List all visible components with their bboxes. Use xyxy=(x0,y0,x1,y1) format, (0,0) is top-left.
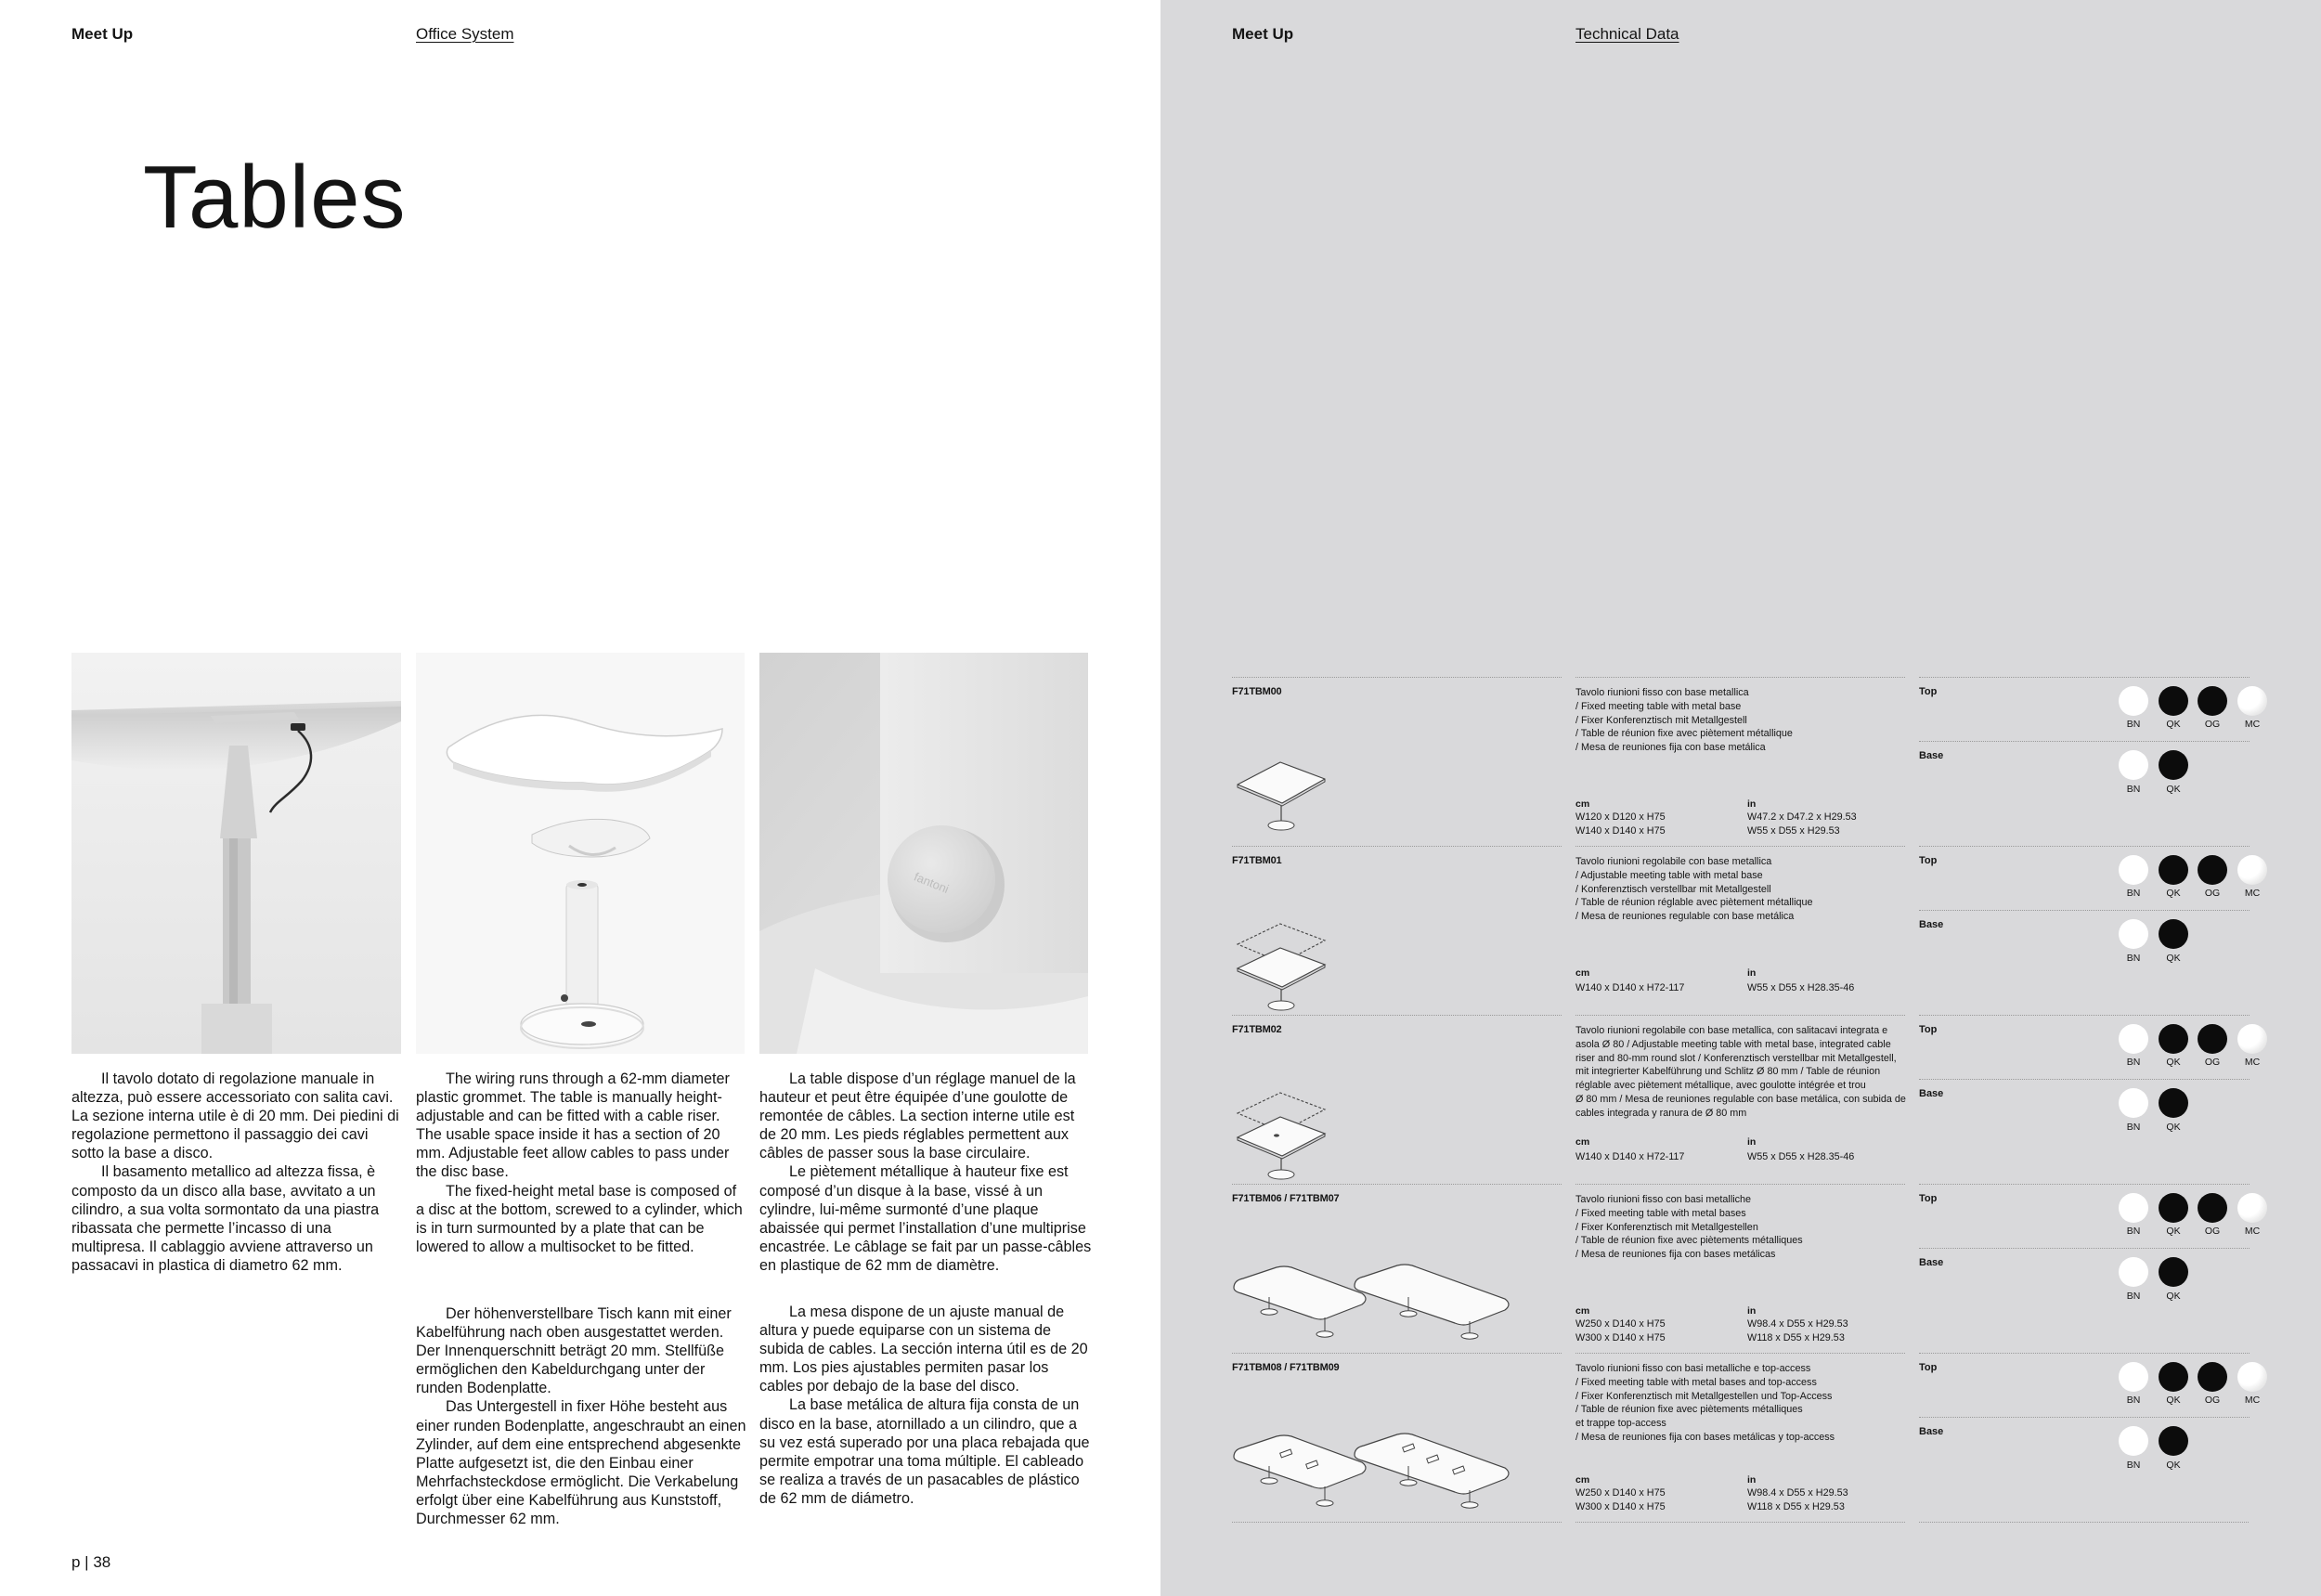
dimension-in: W55 x D55 x H29.53 xyxy=(1747,825,1840,837)
product-code: F71TBM00 xyxy=(1232,686,1282,697)
finish-divider xyxy=(1919,910,2250,911)
finish-swatch[interactable] xyxy=(2159,1024,2188,1054)
left-brand-label: Meet Up xyxy=(71,25,134,43)
finish-swatch[interactable] xyxy=(2237,1024,2267,1054)
product-code: F71TBM06 / F71TBM07 xyxy=(1232,1193,1340,1204)
finish-code: QK xyxy=(2166,1291,2181,1302)
finish-code: BN xyxy=(2126,784,2141,795)
dimension-in: W55 x D55 x H28.35-46 xyxy=(1747,982,1855,993)
finish-swatch[interactable] xyxy=(2237,855,2267,885)
finish-swatch[interactable] xyxy=(2119,686,2148,716)
description-line: Ø 80 mm / Mesa de reuniones regulable con base metálica, con subida de xyxy=(1575,1093,1906,1105)
description-line: asola Ø 80 / Adjustable meeting table with metal base, integrated cable xyxy=(1575,1038,1891,1050)
product-section xyxy=(1232,1184,2261,1353)
product-section xyxy=(1232,677,2261,846)
section-divider xyxy=(1232,1353,1562,1354)
product-section xyxy=(1232,1353,2261,1522)
description-line: / Fixer Konferenztisch mit Metallgestellen xyxy=(1575,1221,1758,1233)
finish-swatch[interactable] xyxy=(2119,1426,2148,1456)
finish-code: QK xyxy=(2166,1395,2181,1406)
finish-code: MC xyxy=(2244,719,2261,730)
product-code: F71TBM02 xyxy=(1232,1024,1282,1035)
finish-code: QK xyxy=(2166,1226,2181,1237)
finish-swatch[interactable] xyxy=(2198,855,2227,885)
description-line: / Mesa de reuniones fija con base metálica xyxy=(1575,742,1766,754)
product-section xyxy=(1232,1015,2261,1184)
finish-swatch[interactable] xyxy=(2198,1193,2227,1223)
finish-swatch[interactable] xyxy=(2159,686,2188,716)
finish-swatch[interactable] xyxy=(2237,686,2267,716)
finish-swatch[interactable] xyxy=(2159,750,2188,780)
paragraph-de-1: Der höhenverstellbare Tisch kann mit einer Kabelführung nach oben ausgestattet werden. Der Innenquerschnitt beträgt 20 mm. Stellfüße ermöglichen den Kabeldurchgang unter der runden Bodenplatte. xyxy=(416,1305,732,1397)
finish-code: QK xyxy=(2166,784,2181,795)
cm-label: cm xyxy=(1575,967,1590,979)
section-divider xyxy=(1232,1522,1562,1523)
description-line: Tavolo riunioni fisso con base metallica xyxy=(1575,687,1749,698)
finish-code: BN xyxy=(2126,1122,2141,1133)
description-line: Tavolo riunioni fisso con basi metalliche e top-access xyxy=(1575,1363,1811,1374)
finish-swatch[interactable] xyxy=(2159,855,2188,885)
finish-swatch[interactable] xyxy=(2119,1362,2148,1392)
top-finish-label: Top xyxy=(1919,855,1938,866)
page-number: p | 38 xyxy=(71,1553,111,1571)
finish-swatch[interactable] xyxy=(2198,686,2227,716)
in-label: in xyxy=(1747,967,1757,979)
section-divider xyxy=(1575,846,1905,847)
finish-code: OG xyxy=(2204,1057,2221,1068)
office-system-link[interactable]: Office System xyxy=(416,25,514,43)
finish-code: BN xyxy=(2126,1460,2141,1471)
section-divider xyxy=(1919,846,2250,847)
right-brand-label: Meet Up xyxy=(1232,25,1294,43)
finish-divider xyxy=(1919,741,2250,742)
finish-code: MC xyxy=(2244,1395,2261,1406)
cm-label: cm xyxy=(1575,1136,1590,1148)
description-line: / Fixer Konferenztisch mit Metallgestellen und Top-Access xyxy=(1575,1390,1833,1402)
description-line: / Table de réunion réglable avec piètement métallique xyxy=(1575,897,1813,909)
finish-code: QK xyxy=(2166,1122,2181,1133)
table-illustration xyxy=(1232,753,1343,841)
base-finish-label: Base xyxy=(1919,1088,1944,1099)
dimension-in: W98.4 x D55 x H29.53 xyxy=(1747,1487,1848,1499)
section-divider xyxy=(1232,1184,1562,1185)
cm-label: cm xyxy=(1575,798,1590,810)
description-line: / Konferenztisch verstellbar mit Metallgestell xyxy=(1575,883,1771,895)
in-label: in xyxy=(1747,798,1757,810)
table-illustration xyxy=(1232,1091,1343,1188)
description-line: / Fixed meeting table with metal bases xyxy=(1575,1207,1746,1219)
base-finish-label: Base xyxy=(1919,750,1944,761)
product-code: F71TBM01 xyxy=(1232,855,1282,866)
description-line: cables integrada y ranura de Ø 80 mm xyxy=(1575,1107,1747,1119)
section-divider xyxy=(1575,1015,1905,1016)
section-divider xyxy=(1232,846,1562,847)
finish-code: QK xyxy=(2166,1460,2181,1471)
dimension-cm: W140 x D140 x H72-117 xyxy=(1575,982,1685,993)
finish-swatch[interactable] xyxy=(2159,1426,2188,1456)
section-divider xyxy=(1575,1522,1905,1523)
description-line: Tavolo riunioni fisso con basi metalliche xyxy=(1575,1194,1752,1205)
finish-swatch[interactable] xyxy=(2119,750,2148,780)
description-line: / Fixed meeting table with metal bases and top-access xyxy=(1575,1376,1817,1388)
description-line: réglable avec piètement métallique, avec goulotte intégrée et trou xyxy=(1575,1080,1866,1092)
product-description xyxy=(1575,1193,1910,1262)
description-line: riser and 80-mm round slot / Konferenztisch verstellbar mit Metallgestell, xyxy=(1575,1052,1897,1064)
finish-code: OG xyxy=(2204,1226,2221,1237)
paragraph-it-1: Il tavolo dotato di regolazione manuale in altezza, può essere accessoriato con salita cavi. La sezione interna utile è di 20 mm. Dei piedini di regolazione permettono il passaggio dei cavi sotto la base a disco. xyxy=(71,1070,399,1162)
top-finish-label: Top xyxy=(1919,1193,1938,1204)
finish-swatch[interactable] xyxy=(2237,1193,2267,1223)
paragraph-de-2: Das Untergestell in fixer Höhe besteht aus einer runden Bodenplatte, angeschraubt an einen Zylinder, auf dem eine entsprechend abgesenkte Platte aufgesetzt ist, die den Einbau einer Mehrfachsteckdose ermöglicht. Die Verkabelung erfolgt über eine Kabelführung aus Kunststoff, Durchmesser 62 mm. xyxy=(416,1398,746,1528)
product-description xyxy=(1575,1362,1910,1445)
base-finish-label: Base xyxy=(1919,1426,1944,1437)
finish-code: OG xyxy=(2204,719,2221,730)
dimension-in: W118 x D55 x H29.53 xyxy=(1747,1501,1845,1512)
finish-swatch[interactable] xyxy=(2119,1088,2148,1118)
finish-divider xyxy=(1919,1248,2250,1249)
finish-divider xyxy=(1919,1417,2250,1418)
finish-swatch[interactable] xyxy=(2159,1193,2188,1223)
section-divider xyxy=(1575,1353,1905,1354)
paragraph-it-2: Il basamento metallico ad altezza fissa, è composto da un disco alla base, avvitato a un cilindro, a sua volta sormontato da una piastra ribassata che permette l’incasso di una multipresa. Il cablaggio avviene attraverso un passacavi in plastica di diametro 62 mm. xyxy=(71,1163,380,1274)
product-description xyxy=(1575,855,1910,924)
cm-label: cm xyxy=(1575,1305,1590,1317)
dimension-in: W47.2 x D47.2 x H29.53 xyxy=(1747,811,1857,823)
dimension-cm: W120 x D120 x H75 xyxy=(1575,811,1666,823)
description-line: / Mesa de reuniones regulable con base metálica xyxy=(1575,911,1795,923)
paragraph-fr-2: Le piètement métallique à hauteur fixe est composé d’un disque à la base, vissé à un cylindre, lui-même surmonté d’une plaque abaissée qui permet l’installation d’une multiprise encastrée. Le câblage se fait par un passe-câbles en plastique de 62 mm de diamètre. xyxy=(759,1163,1092,1274)
finish-code: OG xyxy=(2204,888,2221,899)
finish-code: MC xyxy=(2244,1057,2261,1068)
table-illustration xyxy=(1232,1260,1511,1357)
section-divider xyxy=(1232,1015,1562,1016)
finish-code: MC xyxy=(2244,888,2261,899)
description-line: / Fixed meeting table with metal base xyxy=(1575,700,1742,712)
section-divider xyxy=(1919,677,2250,678)
finish-code: BN xyxy=(2126,719,2141,730)
text-column-english xyxy=(416,1070,748,1256)
description-line: / Table de réunion fixe avec piètements métalliques xyxy=(1575,1235,1803,1247)
paragraph-es-1: La mesa dispone de un ajuste manual de altura y puede equiparse con un sistema de subida de cables. La sección interna útil es de 20 mm. Los pies ajustables permiten pasar los cables por debajo de la base del disco. xyxy=(759,1304,1088,1395)
dimension-cm: W140 x D140 x H72-117 xyxy=(1575,1151,1685,1162)
finish-code: MC xyxy=(2244,1226,2261,1237)
photo-exploded-table xyxy=(416,653,745,1054)
paragraph-en-1: The wiring runs through a 62-mm diameter plastic grommet. The table is manually height-adjustable and can be fitted with a cable riser. The usable space inside it has a section of 20 mm. Adjustable feet allow cables to pass under the disc base. xyxy=(416,1070,730,1181)
finish-code: QK xyxy=(2166,719,2181,730)
photo-table-underside xyxy=(71,653,401,1054)
cm-label: cm xyxy=(1575,1474,1590,1486)
finish-swatch[interactable] xyxy=(2119,855,2148,885)
finish-code: QK xyxy=(2166,1057,2181,1068)
finish-swatch[interactable] xyxy=(2119,1257,2148,1287)
in-label: in xyxy=(1747,1305,1757,1317)
description-line: / Table de réunion fixe avec piètement métallique xyxy=(1575,728,1793,740)
section-divider xyxy=(1575,677,1905,678)
finish-swatch[interactable] xyxy=(2159,1257,2188,1287)
section-divider xyxy=(1919,1015,2250,1016)
description-line: / Mesa de reuniones fija con bases metálicas y top-access xyxy=(1575,1431,1835,1443)
photo-base-detail xyxy=(759,653,1088,1054)
description-line: mit integrierter Kabelführung und Schlitz Ø 80 mm / Table de réunion xyxy=(1575,1066,1881,1078)
finish-code: BN xyxy=(2126,953,2141,964)
in-label: in xyxy=(1747,1136,1757,1148)
finish-code: BN xyxy=(2126,1395,2141,1406)
text-column-spanish xyxy=(759,1303,1092,1508)
top-finish-label: Top xyxy=(1919,686,1938,697)
finish-code: BN xyxy=(2126,1291,2141,1302)
text-column-italian xyxy=(71,1070,404,1275)
finish-swatch[interactable] xyxy=(2119,1193,2148,1223)
paragraph-en-2: The fixed-height metal base is composed of a disc at the bottom, screwed to a cylinder, which is in turn surmounted by a plate that can be lowered to allow a multisocket to be fitted. xyxy=(416,1182,743,1255)
table-illustration xyxy=(1232,922,1343,1019)
technical-data-link[interactable]: Technical Data xyxy=(1575,25,1679,43)
finish-divider xyxy=(1919,1079,2250,1080)
in-label: in xyxy=(1747,1474,1757,1486)
finish-swatch[interactable] xyxy=(2237,1362,2267,1392)
finish-swatch[interactable] xyxy=(2159,919,2188,949)
top-finish-label: Top xyxy=(1919,1024,1938,1035)
section-divider xyxy=(1575,1184,1905,1185)
description-line: / Table de réunion fixe avec piètements métalliques xyxy=(1575,1404,1803,1416)
paragraph-fr-1: La table dispose d’un réglage manuel de la hauteur et peut être équipée d’une goulotte de remontée de câbles. La section interne utile est de 20 mm. Les pieds réglables permettent aux câbles de passer sous la base circulaire. xyxy=(759,1070,1076,1162)
base-finish-label: Base xyxy=(1919,919,1944,930)
section-divider xyxy=(1919,1522,2249,1523)
finish-code: BN xyxy=(2126,1226,2141,1237)
section-divider xyxy=(1232,677,1562,678)
description-line: Tavolo riunioni regolabile con base metallica, con salitacavi integrata e xyxy=(1575,1025,1888,1036)
description-line: / Fixer Konferenztisch mit Metallgestell xyxy=(1575,714,1747,726)
product-code: F71TBM08 / F71TBM09 xyxy=(1232,1362,1340,1373)
text-column-french xyxy=(759,1070,1092,1275)
finish-swatch[interactable] xyxy=(2119,1024,2148,1054)
finish-swatch[interactable] xyxy=(2159,1362,2188,1392)
finish-code: BN xyxy=(2126,888,2141,899)
finish-code: QK xyxy=(2166,953,2181,964)
finish-code: BN xyxy=(2126,1057,2141,1068)
finish-swatch[interactable] xyxy=(2198,1362,2227,1392)
paragraph-es-2: La base metálica de altura fija consta de un disco en la base, atornillado a un cilindro, que a su vez está superado por una placa rebajada que permite empotrar una toma múltiple. El cableado se realiza a través de un pasacables de plástico de 62 mm de diámetro. xyxy=(759,1396,1090,1507)
description-line: et trappe top-access xyxy=(1575,1418,1666,1430)
table-illustration xyxy=(1232,1429,1511,1526)
page-title: Tables xyxy=(143,148,407,247)
top-finish-label: Top xyxy=(1919,1362,1938,1373)
dimension-cm: W140 x D140 x H75 xyxy=(1575,825,1666,837)
dimension-in: W118 x D55 x H29.53 xyxy=(1747,1332,1845,1343)
dimension-cm: W300 x D140 x H75 xyxy=(1575,1332,1666,1343)
dimension-cm: W250 x D140 x H75 xyxy=(1575,1487,1666,1499)
description-line: Tavolo riunioni regolabile con base metallica xyxy=(1575,856,1772,867)
product-description xyxy=(1575,1024,1910,1121)
text-column-german xyxy=(416,1304,748,1528)
description-line: / Mesa de reuniones fija con bases metálicas xyxy=(1575,1249,1776,1261)
dimension-in: W98.4 x D55 x H29.53 xyxy=(1747,1318,1848,1330)
finish-swatch[interactable] xyxy=(2198,1024,2227,1054)
finish-swatch[interactable] xyxy=(2119,919,2148,949)
finish-swatch[interactable] xyxy=(2159,1088,2188,1118)
base-finish-label: Base xyxy=(1919,1257,1944,1268)
product-section xyxy=(1232,846,2261,1015)
section-divider xyxy=(1919,1353,2250,1354)
dimension-in: W55 x D55 x H28.35-46 xyxy=(1747,1151,1855,1162)
dimension-cm: W250 x D140 x H75 xyxy=(1575,1318,1666,1330)
photo-logo-text: fantoni xyxy=(912,869,952,897)
finish-code: OG xyxy=(2204,1395,2221,1406)
section-divider xyxy=(1919,1184,2250,1185)
dimension-cm: W300 x D140 x H75 xyxy=(1575,1501,1666,1512)
finish-code: QK xyxy=(2166,888,2181,899)
product-description xyxy=(1575,686,1910,755)
description-line: / Adjustable meeting table with metal base xyxy=(1575,869,1763,881)
